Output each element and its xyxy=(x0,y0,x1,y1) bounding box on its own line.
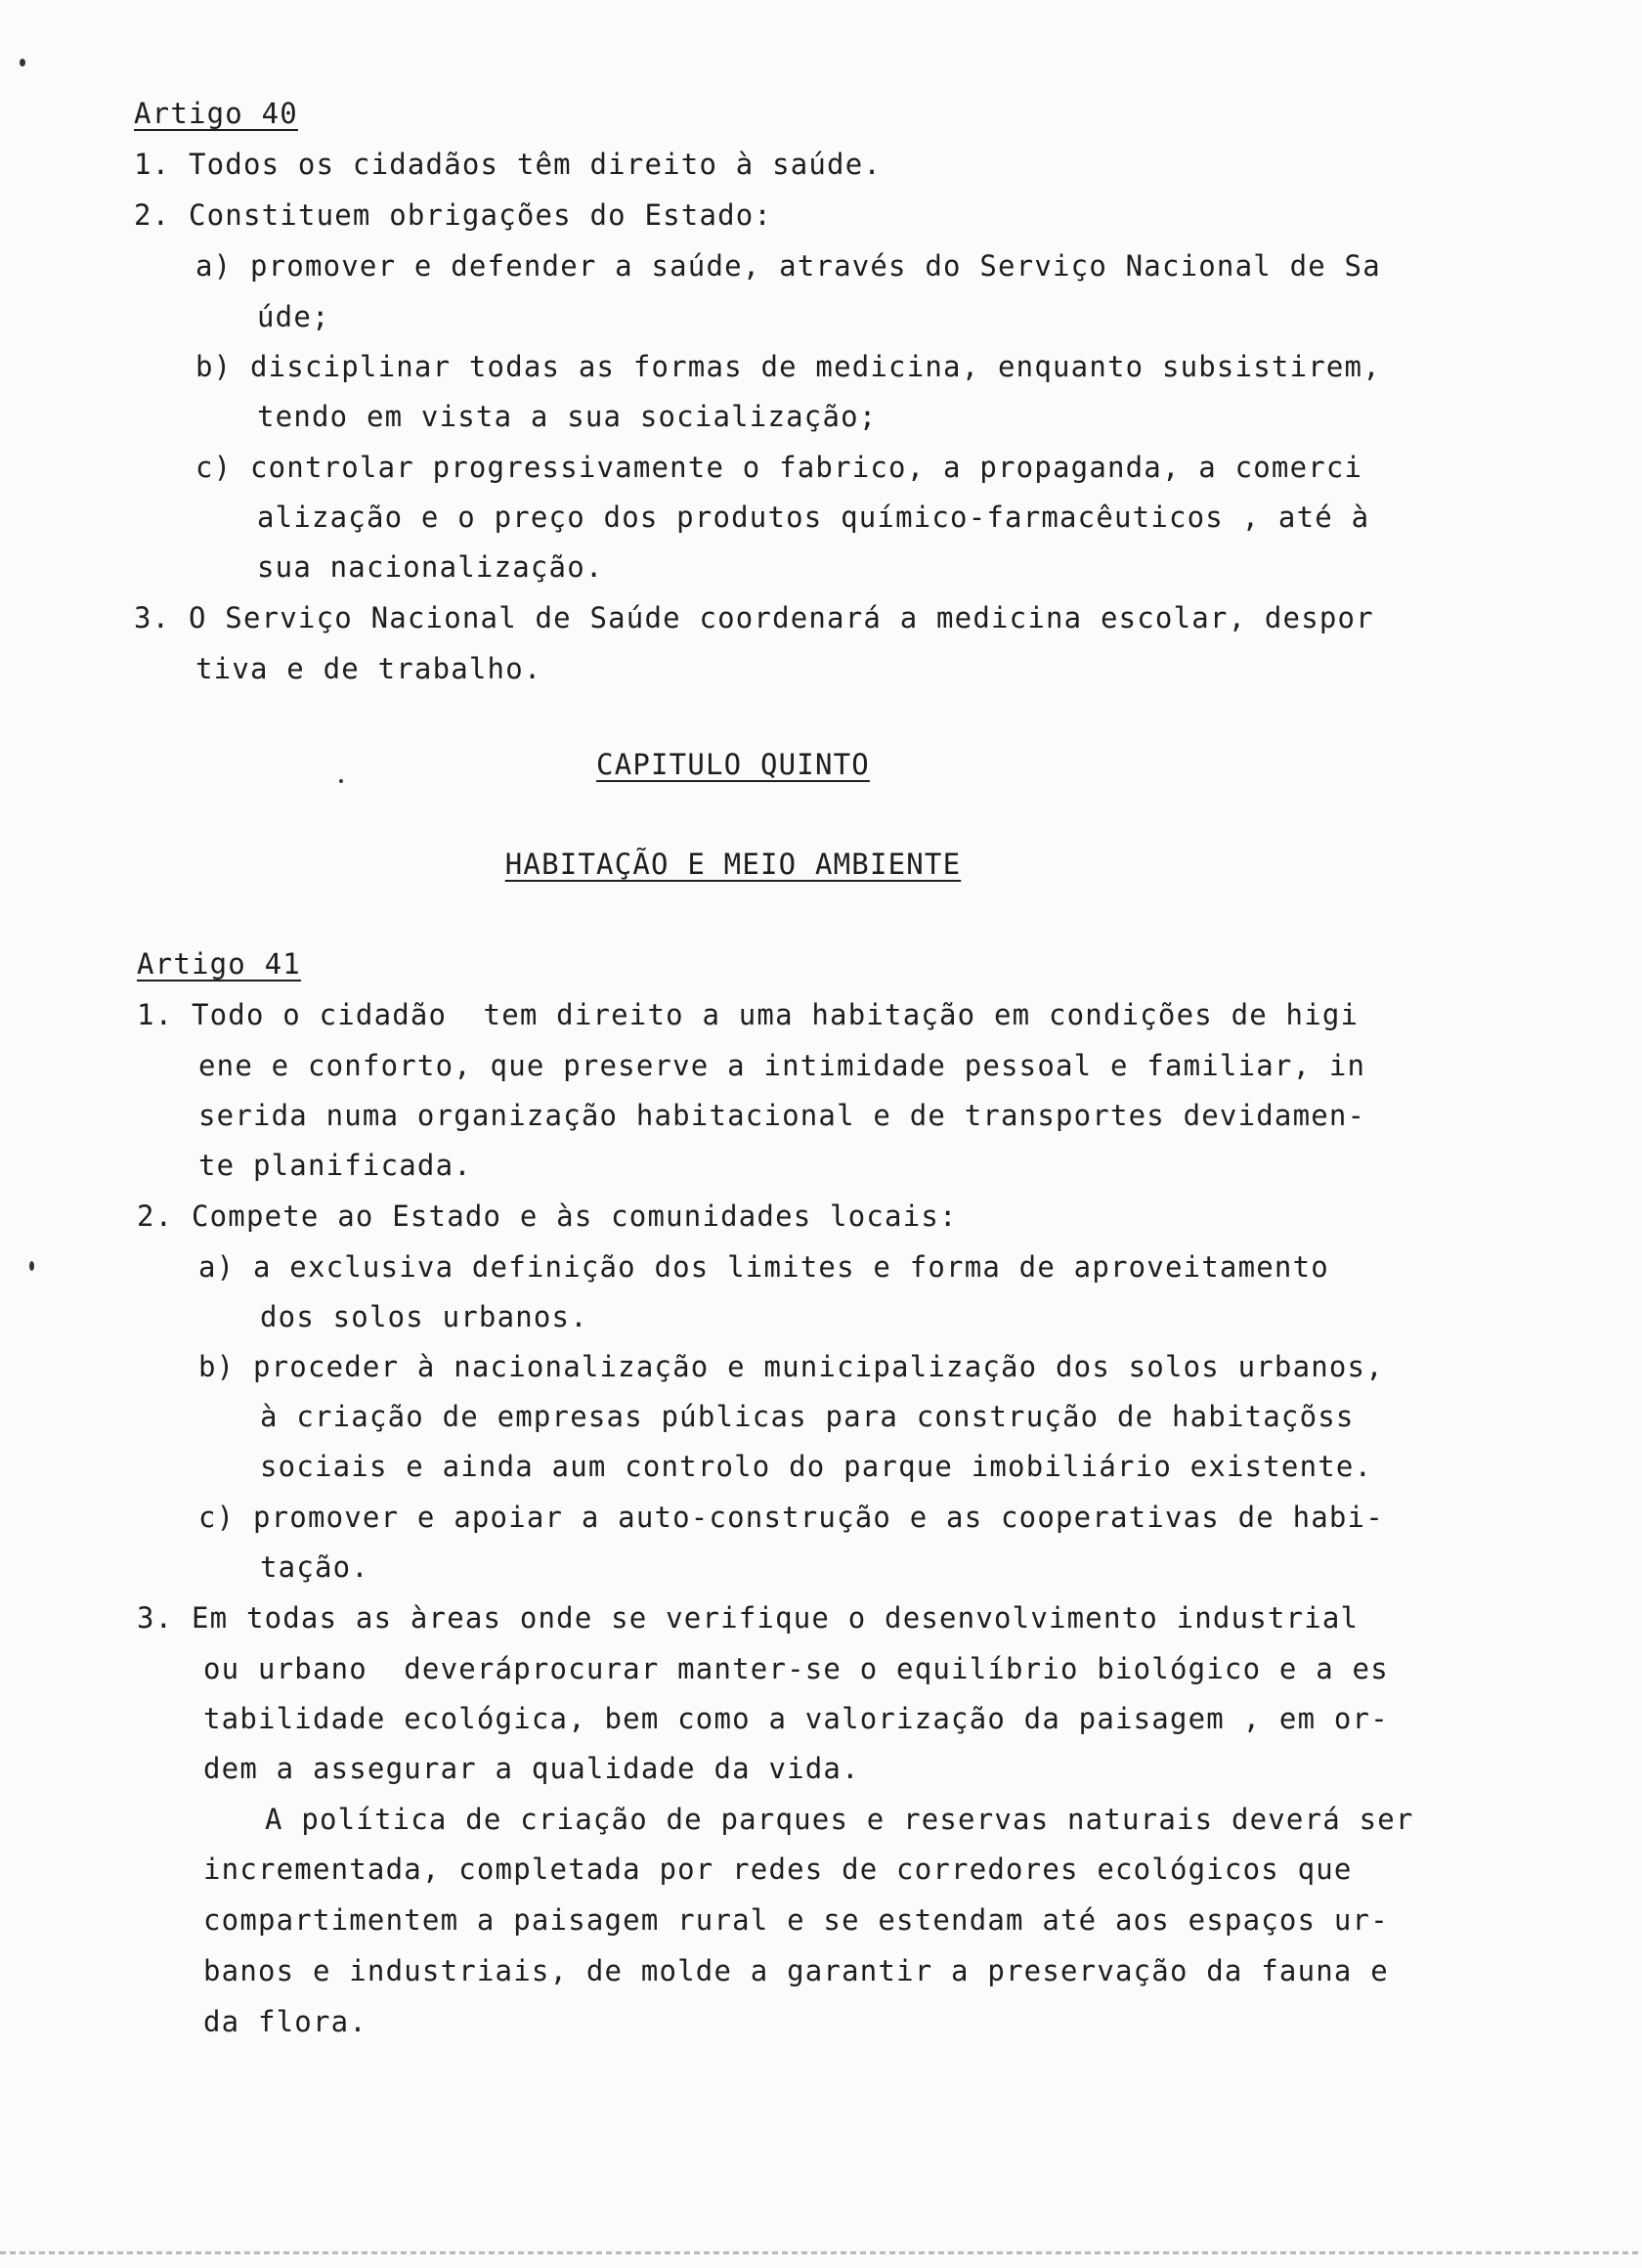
article-41-paragraph-1-line-2: ene e conforto, que preserve a intimidade pessoal e familiar, in xyxy=(198,1049,1366,1082)
scan-speck xyxy=(339,779,343,783)
article-41-paragraph-3-line-2: ou urbano deveráprocurar manter-se o equilíbrio biológico e a es xyxy=(203,1652,1389,1685)
article-41-item-c-line-2: tação. xyxy=(260,1550,369,1584)
chapter-subtitle xyxy=(0,845,1466,884)
scan-speck xyxy=(29,1261,34,1271)
article-40-item-b-line-1: b) disciplinar todas as formas de medicina, enquanto subsistirem, xyxy=(195,350,1381,383)
article-41-closing-line-4: banos e industriais, de molde a garantir a preservação da fauna e xyxy=(203,1954,1389,1987)
scan-edge-rule xyxy=(0,2251,1642,2254)
article-40-item-c-line-1: c) controlar progressivamente o fabrico, a propaganda, a comerci xyxy=(195,451,1363,484)
article-41-paragraph-1-line-3: serida numa organização habitacional e de transportes devidamen- xyxy=(198,1099,1366,1132)
chapter-title xyxy=(0,745,1466,784)
article-40-item-a-line-1: a) promover e defender a saúde, através do Serviço Nacional de Sa xyxy=(195,249,1381,283)
article-41-item-b-line-1: b) proceder à nacionalização e municipalização dos solos urbanos, xyxy=(198,1350,1384,1383)
article-41-item-b-line-3: sociais e ainda aum controlo do parque imobiliário existente. xyxy=(260,1450,1373,1483)
article-41-closing-line-5: da flora. xyxy=(203,2005,367,2038)
article-40-item-c-line-3: sua nacionalização. xyxy=(257,550,604,584)
article-41-item-a-line-1: a) a exclusiva definição dos limites e forma de aproveitamento xyxy=(198,1250,1329,1284)
article-41-item-a-line-2: dos solos urbanos. xyxy=(260,1300,588,1333)
scan-speck xyxy=(20,59,25,66)
article-41-heading: Artigo 41 xyxy=(137,947,301,981)
article-40-item-c-line-2: alização e o preço dos produtos químico-farmacêuticos , até à xyxy=(257,501,1370,534)
article-41-closing-line-1: A política de criação de parques e reservas naturais deverá ser xyxy=(265,1803,1414,1836)
article-41-paragraph-3-line-4: dem a assegurar a qualidade da vida. xyxy=(203,1752,860,1785)
article-41-paragraph-1-line-4: te planificada. xyxy=(198,1149,472,1182)
chapter-subtitle-text: HABITAÇÃO E MEIO AMBIENTE xyxy=(504,848,962,881)
article-40-paragraph-1: 1. Todos os cidadãos têm direito à saúde. xyxy=(134,148,883,181)
article-41-paragraph-3-line-1: 3. Em todas as àreas onde se verifique o desenvolvimento industrial xyxy=(137,1601,1360,1635)
article-40-item-b-line-2: tendo em vista a sua socialização; xyxy=(257,400,878,433)
chapter-title-text: CAPITULO QUINTO xyxy=(596,748,870,781)
article-40-heading: Artigo 40 xyxy=(134,97,298,130)
article-41-closing-line-2: incrementada, completada por redes de corredores ecológicos que xyxy=(203,1853,1353,1886)
article-41-paragraph-3-line-3: tabilidade ecológica, bem como a valorização da paisagem , em or- xyxy=(203,1702,1389,1735)
article-40-paragraph-3-line-2: tiva e de trabalho. xyxy=(195,652,542,685)
article-40-paragraph-3-line-1: 3. O Serviço Nacional de Saúde coordenará a medicina escolar, despor xyxy=(134,601,1374,634)
article-41-paragraph-2: 2. Compete ao Estado e às comunidades locais: xyxy=(137,1199,958,1233)
article-41-paragraph-1-line-1: 1. Todo o cidadão tem direito a uma habitação em condições de higi xyxy=(137,998,1360,1031)
article-40-paragraph-2: 2. Constituem obrigações do Estado: xyxy=(134,198,773,232)
article-41-closing-line-3: compartimentem a paisagem rural e se estendam até aos espaços ur- xyxy=(203,1903,1389,1937)
article-41-item-b-line-2: à criação de empresas públicas para construção de habitaçõss xyxy=(260,1400,1355,1433)
article-41-item-c-line-1: c) promover e apoiar a auto-construção e as cooperativas de habi- xyxy=(198,1501,1384,1534)
article-40-item-a-line-2: úde; xyxy=(257,300,330,333)
